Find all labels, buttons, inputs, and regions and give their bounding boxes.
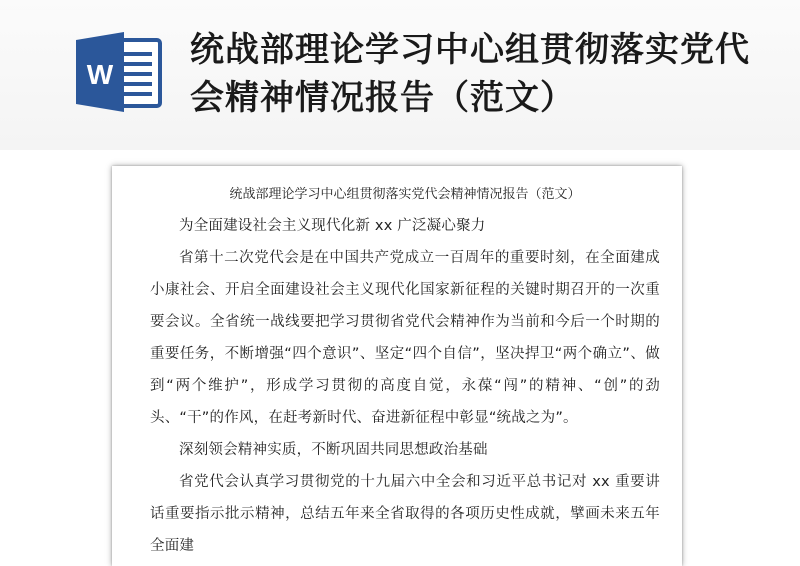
header-banner <box>0 0 800 150</box>
body-paragraph: 省第十二次党代会是在中国共产党成立一百周年的重要时刻，在全面建成小康社会、开启全面建设社会主义现代化国家新征程的关键时期召开的一次重要会议。全省统一战线要把学习贯彻省党代会精神作为当前和今后一个时期的重要任务，不断增强“四个意识”、坚定“四个自信”，坚决捍卫“两个确立”、做到“两个维护”，形成学习贯彻的高度自觉，永葆“闯”的精神、“创”的劲头、“干”的作风，在赶考新时代、奋进新征程中彰显“统战之为”。 <box>150 250 660 426</box>
document-body <box>150 180 660 562</box>
page-heading: 统战部理论学习中心组贯彻落实党代会精神情况报告（范文） <box>229 187 581 202</box>
word-document-icon <box>72 30 164 114</box>
section-heading: 深刻领会精神实质，不断巩固共同思想政治基础 <box>179 442 488 458</box>
section-heading: 为全面建设社会主义现代化新 xx 广泛凝心聚力 <box>179 218 486 234</box>
body-paragraph: 省党代会认真学习贯彻党的十九届六中全会和习近平总书记对 xx 重要讲话重要指示批示精神，总结五年来全省取得的各项历史性成就，擘画未来五年全面建 <box>150 474 660 554</box>
document-page <box>112 166 682 566</box>
document-title: 统战部理论学习中心组贯彻落实党代会精神情况报告（范文） <box>190 30 750 118</box>
svg-text:W: W <box>86 59 114 90</box>
